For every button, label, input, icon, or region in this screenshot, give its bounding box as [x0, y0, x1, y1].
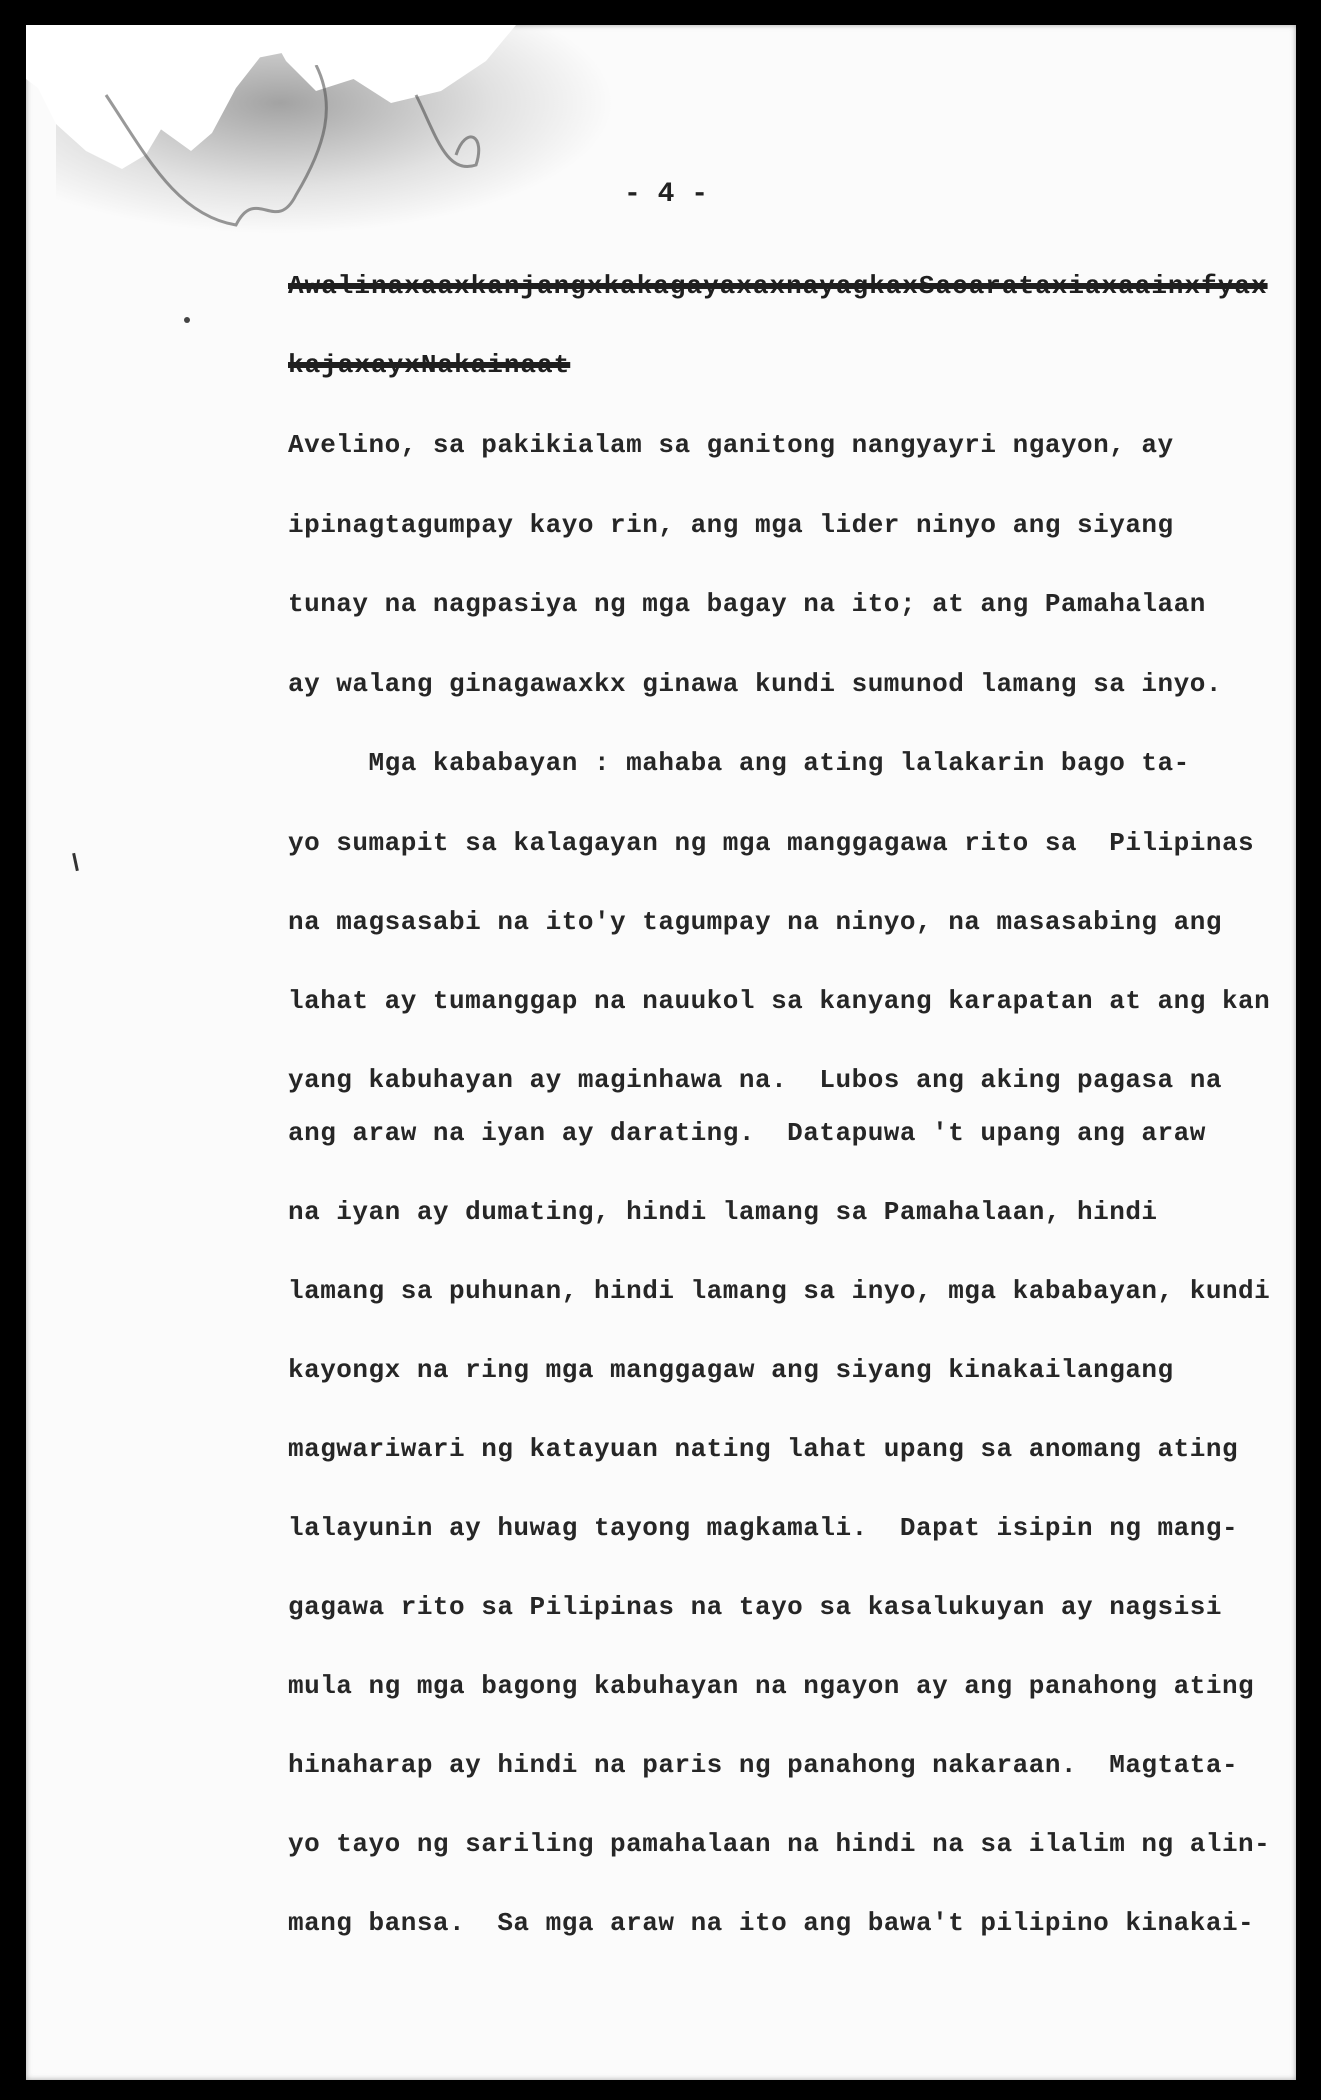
text-line: Mga kababayan : mahaba ang ating lalakarin bago ta-	[288, 748, 1190, 778]
text-line: na iyan ay dumating, hindi lamang sa Pamahalaan, hindi	[288, 1197, 1158, 1227]
document-page	[26, 25, 1296, 2080]
text-line: lalayunin ay huwag tayong magkamali. Dapat isipin ng mang-	[288, 1513, 1239, 1543]
text-line: yang kabuhayan ay maginhawa na. Lubos ang aking pagasa na	[288, 1065, 1222, 1095]
struck-line: kajaxayxNakainaat	[288, 350, 571, 380]
text-line: kayongx na ring mga manggagaw ang siyang kinakailangang	[288, 1355, 1174, 1385]
page-number: - 4 -	[623, 179, 708, 210]
text-line: mang bansa. Sa mga araw na ito ang bawa't pilipino kinakai-	[288, 1908, 1255, 1938]
text-line: yo tayo ng sariling pamahalaan na hindi na sa ilalim ng alin-	[288, 1829, 1271, 1859]
text-line: mula ng mga bagong kabuhayan na ngayon ay ang panahong ating	[288, 1671, 1255, 1701]
text-line: gagawa rito sa Pilipinas na tayo sa kasalukuyan ay nagsisi	[288, 1592, 1222, 1622]
text-line: na magsasabi na ito'y tagumpay na ninyo, na masasabing ang	[288, 907, 1222, 937]
margin-dot	[184, 317, 190, 323]
text-line: lahat ay tumanggap na nauukol sa kanyang karapatan at ang kan	[288, 986, 1271, 1016]
text-line: ay walang ginagawaxkx ginawa kundi sumunod lamang sa inyo.	[288, 669, 1222, 699]
text-line: ang araw na iyan ay darating. Datapuwa 't upang ang araw	[288, 1118, 1206, 1148]
margin-mark	[72, 853, 79, 871]
struck-line: AwalinaxaaxkanjangxkakagayaxaxnayagkaxSacarataxiaxaainxfyax	[288, 271, 1268, 301]
text-line: ipinagtagumpay kayo rin, ang mga lider ninyo ang siyang	[288, 510, 1174, 540]
text-line: tunay na nagpasiya ng mga bagay na ito; at ang Pamahalaan	[288, 589, 1206, 619]
typed-text-block	[288, 25, 1278, 1938]
text-line: yo sumapit sa kalagayan ng mga manggagawa rito sa Pilipinas	[288, 828, 1255, 858]
text-line: lamang sa puhunan, hindi lamang sa inyo, mga kababayan, kundi	[288, 1276, 1271, 1306]
text-line: Avelino, sa pakikialam sa ganitong nangyayri ngayon, ay	[288, 430, 1174, 460]
text-line: magwariwari ng katayuan nating lahat upang sa anomang ating	[288, 1434, 1239, 1464]
text-line: hinaharap ay hindi na paris ng panahong nakaraan. Magtata-	[288, 1750, 1239, 1780]
